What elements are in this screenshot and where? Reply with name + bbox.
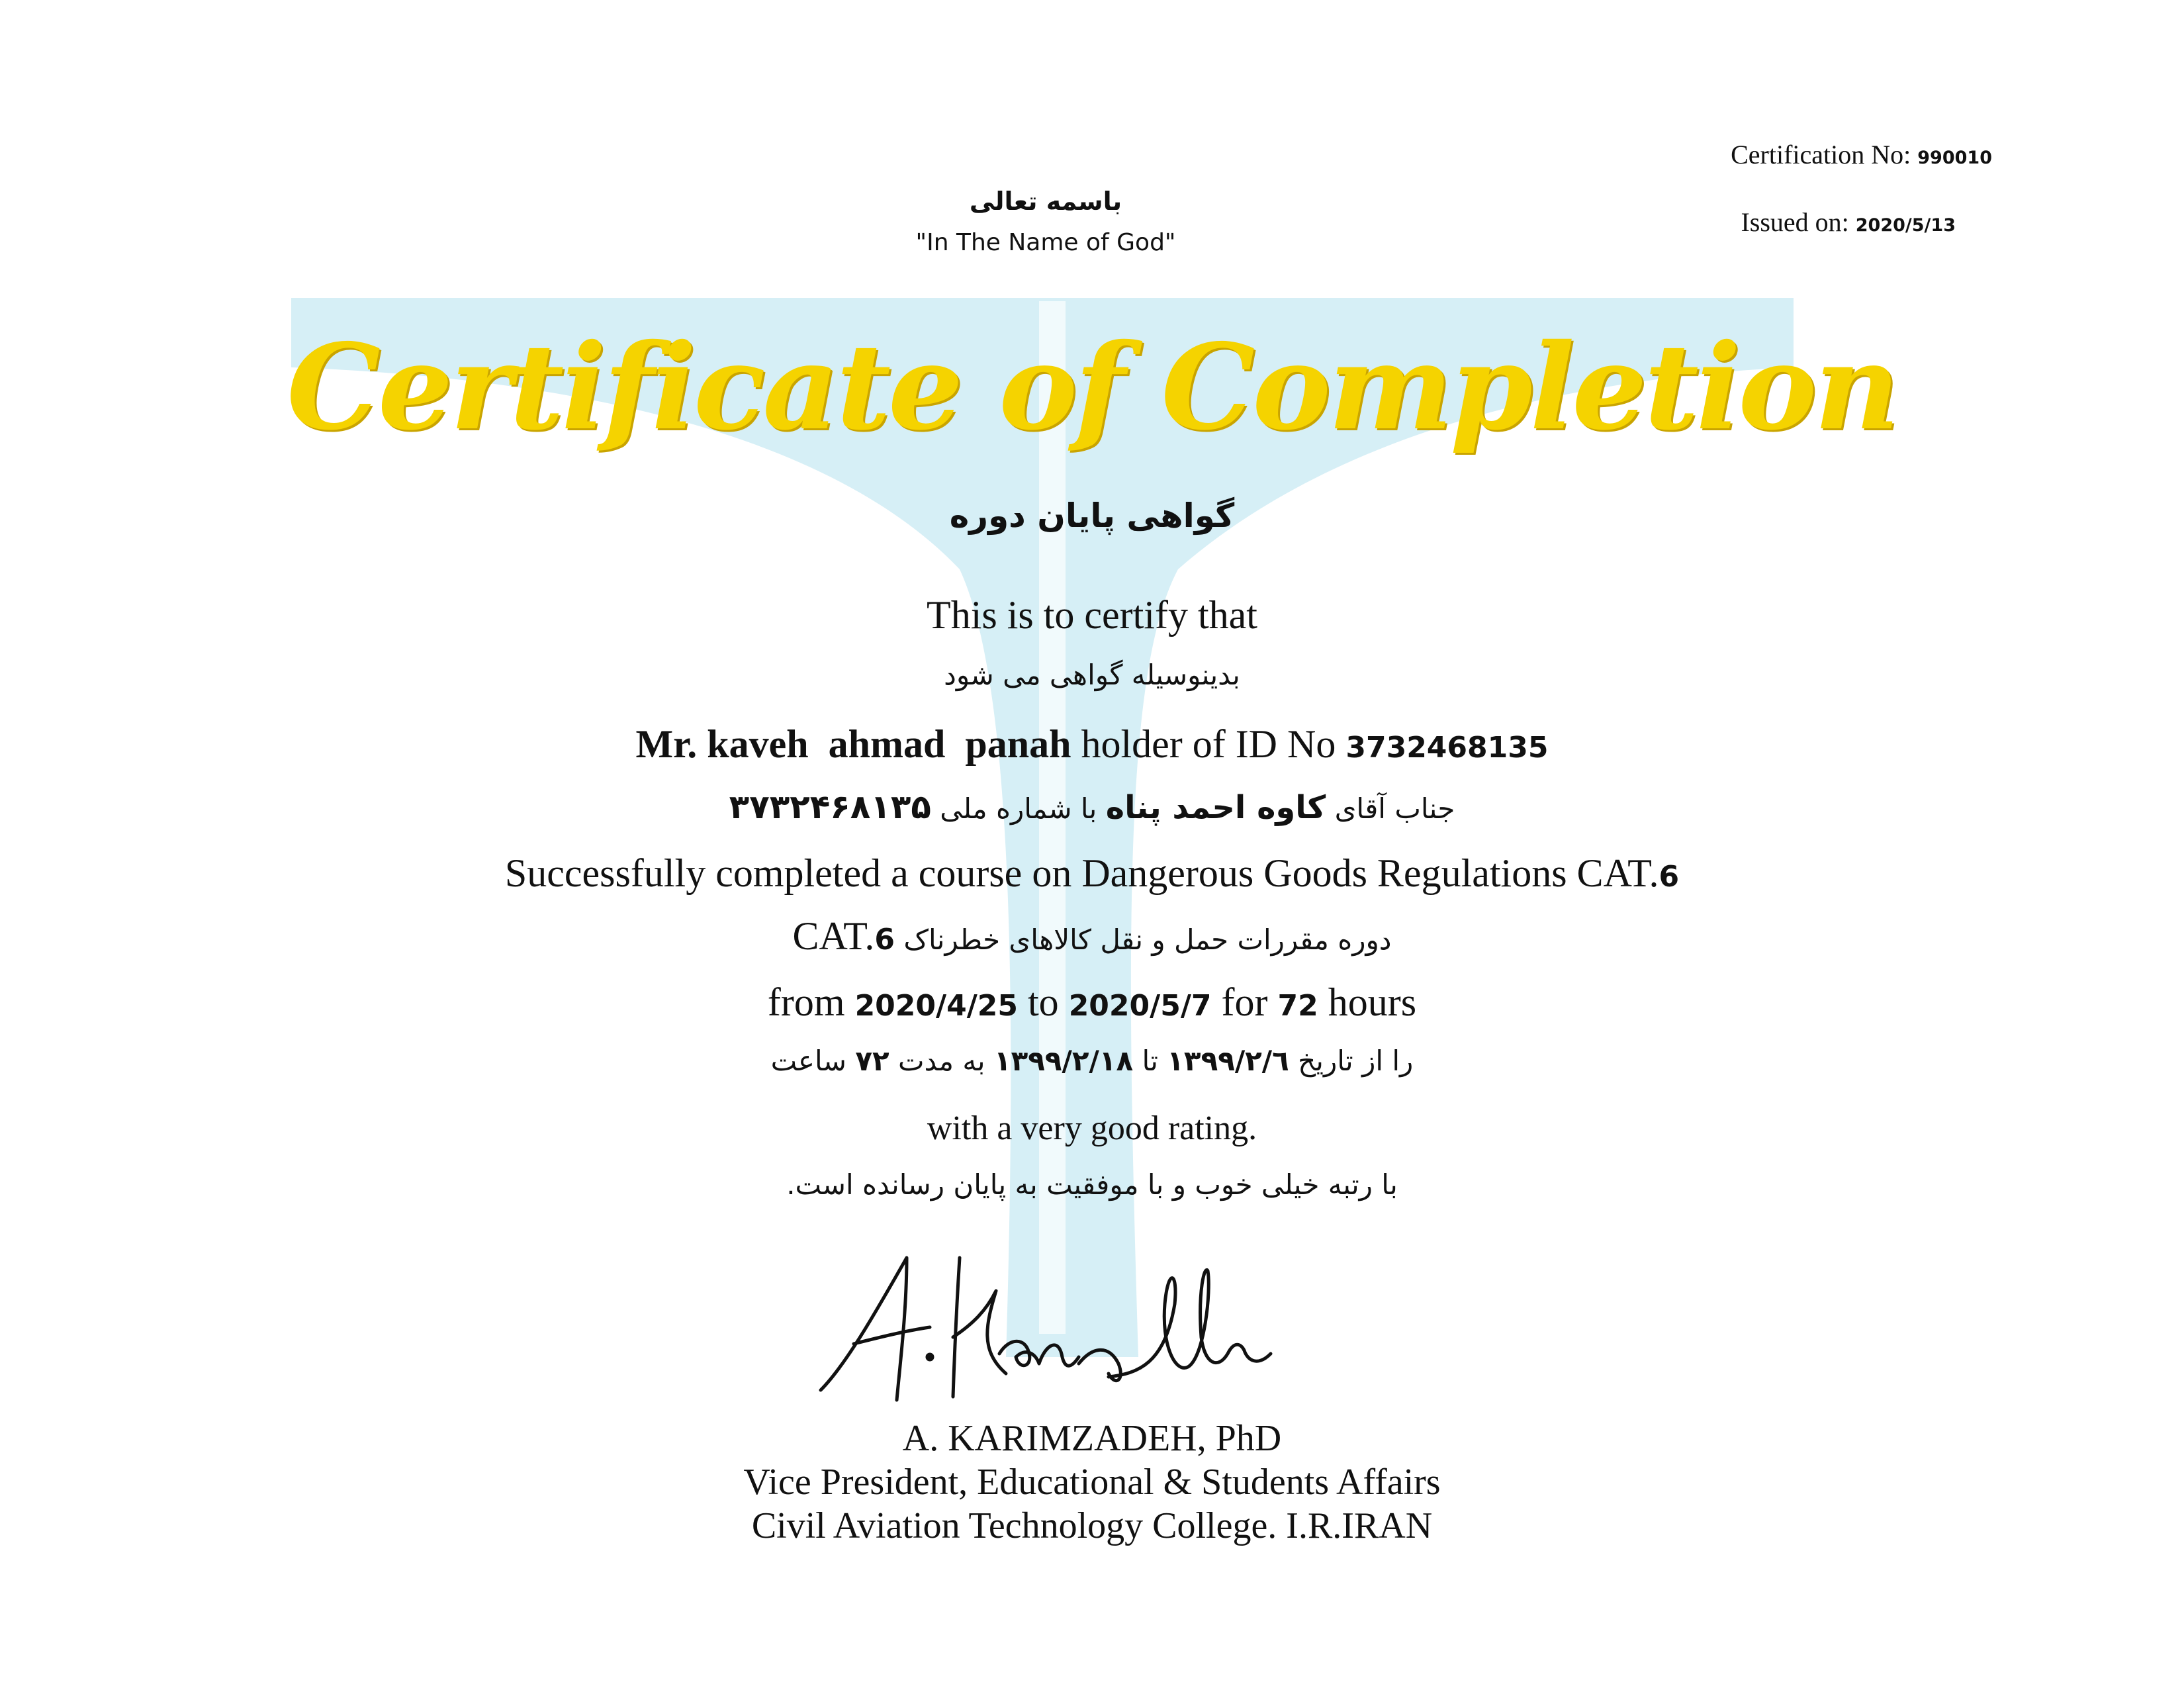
holder-id: 3732468135 <box>1345 731 1549 765</box>
certify-line-fa: بدینوسیله گواهی می شود <box>944 659 1240 691</box>
signer-title: Vice President, Educational & Students Affairs <box>743 1462 1441 1503</box>
certify-line-en: This is to certify that <box>927 593 1257 637</box>
course-line-fa: دوره مقررات حمل و نقل کالاهای خطرناک CAT.6 <box>792 914 1392 958</box>
invocation-en: "In The Name of God" <box>915 229 1176 256</box>
issue-date: Issued on: 2020/5/13 <box>1741 207 1956 237</box>
invocation-fa: باسمه تعالی <box>969 187 1122 216</box>
holder-line-fa: جناب آقای کاوه احمد پناه با شماره ملی ۳۷۳۲۴۶۸۱۳۵ <box>729 788 1455 826</box>
certificate-title-fa: گواهی پایان دوره <box>949 496 1235 535</box>
holder-line-en: Mr. kaveh ahmad panah holder of ID No 3732468135 <box>635 722 1549 766</box>
certification-number-value: 990010 <box>1917 148 1992 168</box>
holder-id-fa: ۳۷۳۲۴۶۸۱۳۵ <box>729 788 931 826</box>
signer-organization: Civil Aviation Technology College. I.R.IRAN <box>751 1505 1433 1546</box>
holder-name-fa: کاوه احمد پناه <box>1105 789 1326 826</box>
period-line-fa: را از تاریخ ۱۳۹۹/۲/٦ تا ۱۳۹۹/۲/۱۸ به مدت ۷۲ ساعت <box>770 1045 1414 1077</box>
signature-image <box>807 1231 1284 1417</box>
course-hours: 72 <box>1277 989 1318 1023</box>
period-line-en: from 2020/4/25 to 2020/5/7 for 72 hours <box>767 980 1417 1024</box>
to-date: 2020/5/7 <box>1068 989 1212 1023</box>
signer-name: A. KARIMZADEH, PhD <box>902 1418 1282 1459</box>
course-line-en: Successfully completed a course on Dangerous Goods Regulations CAT.6 <box>504 851 1680 895</box>
rating-line-fa: با رتبه خیلی خوب و با موفقیت به پایان رسانده است. <box>786 1168 1398 1201</box>
rating-line-en: with a very good rating. <box>927 1109 1257 1147</box>
from-date: 2020/4/25 <box>854 989 1019 1023</box>
issue-date-value: 2020/5/13 <box>1855 215 1956 236</box>
holder-name: Mr. kaveh ahmad panah <box>635 722 1071 766</box>
certificate-title: Certificate of Completion <box>287 318 1897 456</box>
certification-number: Certification No: 990010 <box>1731 140 1992 169</box>
